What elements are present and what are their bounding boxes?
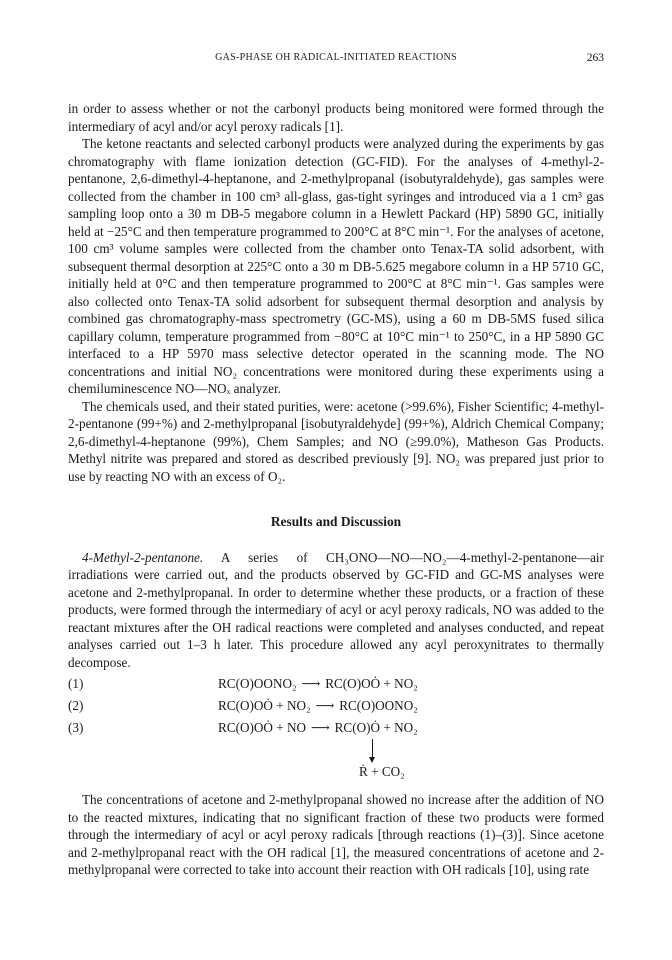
equation-lhs: RC(O)OONO₂	[218, 676, 297, 691]
equation-3	[68, 717, 604, 739]
down-arrow-icon	[372, 739, 373, 759]
paragraph-3: The chemicals used, and their stated purities, were: acetone (>99.6%), Fisher Scientific; 4-methyl-2-pentanone (99+%) and 2-methylpropanal [isobutyraldehyde] (99+%), Aldrich Chemical Company; 2,6-dimethyl-4-heptanone (99%), Chem Samples; and NO (≥99.0%), Matheson Gas Products. Methyl nitrite was prepared and stored as described previously [9]. NO₂ was prepared just prior to use by reacting NO with an excess of O₂.	[68, 398, 604, 484]
paragraph-1: in order to assess whether or not the carbonyl products being monitored were formed through the intermediary of acyl and/or acyl peroxy radicals [1].	[68, 101, 604, 134]
equation-number: (1)	[68, 676, 84, 691]
paragraph-4-text: A series of CH₃ONO—NO—NO₂—4-methyl-2-pentanone—air irradiations were carried out, and the products observed by GC-FID and GC-MS analyses were acetone and 2-methylpropanal. In order to determine whether these products, or a fraction of these products, were formed through the intermediary of acyl or acyl peroxy radicals, NO was added to the reactant mixtures after the OH radical reactions were completed and analyses conducted, and repeat analyses carried out 1–3 h later. This procedure allowed any acyl peroxynitrates to thermally decompose.	[68, 549, 604, 670]
running-head: GAS-PHASE OH RADICAL-INITIATED REACTIONS	[215, 52, 457, 63]
equation-block	[68, 673, 604, 785]
page-number: 263	[586, 52, 604, 64]
equation-lhs: RC(O)OȮ + NO₂	[218, 698, 311, 713]
reaction-arrow-icon: ⟶	[315, 698, 335, 713]
page-header	[68, 52, 604, 68]
reaction-arrow-icon: ⟶	[310, 720, 330, 735]
paragraph-2: The ketone reactants and selected carbonyl products were analyzed during the experiments by gas chromatography with flame ionization detection (GC-FID). For the analyses of 4-methyl-2-pentanone, 2,6-dimethyl-4-heptanone, and 2-methylpropanal (isobutyraldehyde), gas samples were collected from the chamber in 100 cm³ all-glass, gas-tight syringes and introduced via a 1 cm³ gas sampling loop onto a 30 m DB-5 megabore column in a Hewlett Packard (HP) 5890 GC, initially held at −25°C and then temperature programmed to 200°C at 8°C min⁻¹. For the analyses of acetone, 100 cm³ volume samples were collected from the chamber onto Tenax-TA solid adsorbent, with subsequent thermal desorption at 225°C onto a 30 m DB-5.625 megabore column in a HP 5710 GC, initially held at 0°C and then temperature programmed to 200°C at 8°C min⁻¹. Gas samples were also collected onto Tenax-TA solid adsorbent for subsequent thermal desorption and analysis by combined gas chromatography-mass spectrometry (GC-MS), using a 60 m DB-5MS fused silica capillary column, temperature programmed from −80°C at 10°C min⁻¹ to 250°C, in a HP 5890 GC interfaced to a HP 5970 mass selective detector operated in the scanning mode. The NO concentrations and initial NO₂ concentrations were monitored during these experiments using a chemiluminescence NO—NOₓ analyzer.	[68, 136, 604, 396]
equation-rhs: RC(O)Ȯ + NO₂	[334, 720, 418, 735]
equation-rhs: RC(O)OONO₂	[339, 698, 418, 713]
equation-number: (2)	[68, 698, 84, 713]
paragraph-5: The concentrations of acetone and 2-methylpropanal showed no increase after the addition of NO to the reacted mixtures, indicating that no significant fraction of these two products were formed through the intermediary of acyl or acyl peroxy radicals [through reactions (1)–(3)]. Since acetone and 2-methylpropanal react with the OH radical [1], the measured concentrations of acetone and 2-methylpropanal were corrected to take into account their reaction with OH radicals [10], using rate	[68, 792, 604, 877]
paragraph-4	[68, 549, 604, 672]
equation-1	[68, 673, 604, 695]
equation-number: (3)	[68, 720, 84, 735]
paragraph-4-lead: 4-Methyl-2-pentanone.	[82, 549, 204, 565]
equation-lhs: RC(O)OȮ + NO	[218, 720, 307, 735]
body-text	[68, 100, 604, 879]
reaction-arrow-icon: ⟶	[301, 676, 321, 691]
equation-rhs: RC(O)OȮ + NO₂	[325, 676, 418, 691]
decomposition-step	[68, 739, 604, 785]
decomposition-product: Ṙ + CO₂	[359, 764, 405, 779]
equation-2	[68, 695, 604, 717]
section-heading: Results and Discussion	[270, 514, 402, 529]
